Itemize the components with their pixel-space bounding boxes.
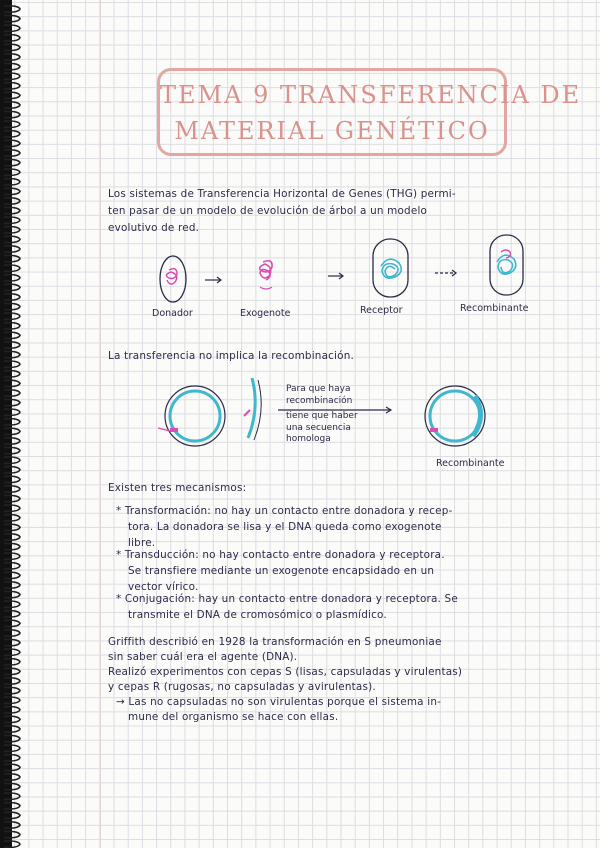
label-recombinante-2: Recombinante [436, 458, 505, 469]
transfer-diagram [150, 232, 550, 310]
title-line-2: MATERIAL GENÉTICO [174, 117, 490, 145]
title-box [157, 68, 582, 156]
mechanism-2-line-1: * Transducción: no hay contacto entre donadora y receptora. [116, 549, 445, 561]
note-recombination: La transferencia no implica la recombinación. [108, 350, 354, 362]
label-receptor: Receptor [360, 305, 403, 316]
label-exogenote: Exogenote [240, 308, 291, 319]
recombined-chromosome-icon [425, 386, 485, 446]
annotation-line-2: recombinación [286, 395, 353, 406]
receptor-cell-icon [373, 239, 408, 297]
spiral-binding [0, 0, 30, 848]
griffith-line-4: y cepas R (rugosas, no capsuladas y avirulentas). [108, 681, 376, 693]
recombinant-cell-icon [490, 235, 523, 295]
mechanism-2-line-2: Se transfiere mediante un exogenote encapsidado en un [128, 565, 435, 577]
intro-line-3: evolutivo de red. [108, 222, 200, 234]
griffith-line-6: mune del organismo se hace con ellas. [128, 711, 339, 723]
griffith-line-5: → Las no capsuladas no son virulentas porque el sistema in- [116, 696, 442, 708]
mechanisms-intro: Existen tres mecanismos: [108, 482, 247, 494]
recombination-annotation [286, 384, 358, 446]
mechanism-1-line-2: tora. La donadora se lisa y el DNA queda como exogenote [128, 521, 442, 533]
donor-cell-icon [160, 256, 186, 302]
mechanism-1-line-3: libre. [128, 537, 156, 549]
annotation-line-1: Para que haya [286, 384, 351, 394]
mechanism-3-line-2: transmite el DNA de cromosómico o plasmídico. [128, 609, 387, 621]
annotation-line-4: una secuencia [286, 422, 351, 433]
margin-line [100, 0, 101, 848]
label-donador: Donador [152, 308, 193, 319]
linear-dna-fragment-icon [244, 378, 261, 440]
mechanism-1-line-1: * Transformación: no hay un contacto entre donadora y recep- [116, 505, 453, 517]
annotation-line-5: homologa [286, 434, 331, 444]
label-recombinante: Recombinante [460, 303, 529, 314]
annotation-line-3: tiene que haber [286, 411, 358, 421]
griffith-line-1: Griffith describió en 1928 la transformación en S pneumoniae [108, 636, 442, 648]
title-line-1: TEMA 9 TRANSFERENCIA DE [160, 81, 582, 109]
griffith-line-3: Realizó experimentos con cepas S (lisas, capsuladas y virulentas) [108, 666, 463, 678]
intro-line-1: Los sistemas de Transferencia Horizontal de Genes (THG) permi- [108, 188, 456, 200]
intro-line-2: ten pasar de un modelo de evolución de árbol a un modelo [108, 205, 428, 217]
circular-chromosome-icon [158, 386, 225, 446]
exogenote-dna-icon [260, 261, 272, 289]
mechanism-2-line-3: vector vírico. [128, 581, 199, 593]
griffith-line-2: sin saber cuál era el agente (DNA). [108, 651, 298, 663]
mechanism-3-line-1: * Conjugación: hay un contacto entre donadora y receptora. Se [116, 593, 458, 605]
